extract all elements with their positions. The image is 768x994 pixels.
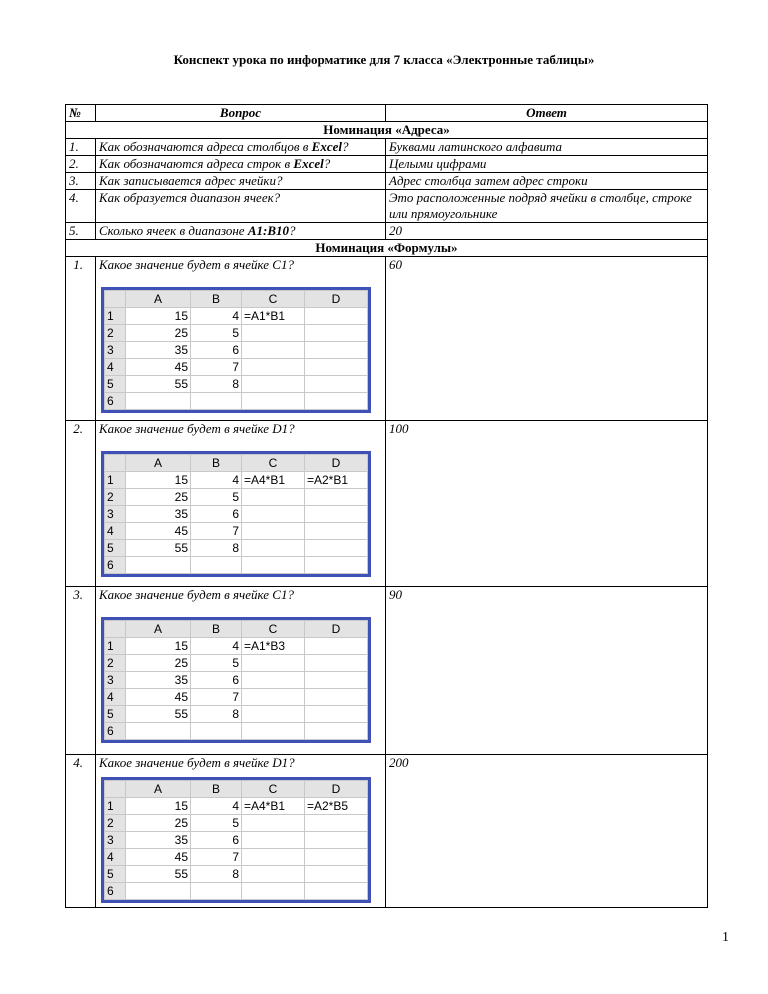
sheet-cell: =A1*B3 (242, 638, 305, 655)
sheet-row-header: 3 (105, 832, 126, 849)
sheet-row-header: 2 (105, 489, 126, 506)
question-cell (96, 421, 386, 587)
sheet-col-header: B (191, 781, 242, 798)
answer-cell: Буквами латинского алфавита (386, 139, 708, 156)
question-cell: Как записывается адрес ячейки? (96, 173, 386, 190)
sheet-cell (305, 376, 368, 393)
sheet-cell (305, 672, 368, 689)
sheet-corner (105, 455, 126, 472)
sheet-cell: 4 (191, 638, 242, 655)
header-num: № (66, 105, 96, 122)
sheet-cell: 15 (126, 638, 191, 655)
table-row (66, 156, 708, 173)
spreadsheet-image (101, 617, 371, 743)
sheet-cell: 25 (126, 489, 191, 506)
sheet-row-header: 2 (105, 325, 126, 342)
sheet-cell (242, 832, 305, 849)
question-cell: Сколько ячеек в диапазоне А1:В10? (96, 223, 386, 240)
sheet-row-header: 3 (105, 342, 126, 359)
sheet-cell: 4 (191, 472, 242, 489)
sheet-col-header: A (126, 455, 191, 472)
sheet-cell: =A1*B1 (242, 308, 305, 325)
sheet-cell (305, 557, 368, 574)
sheet-cell (191, 393, 242, 410)
sheet-row-header: 5 (105, 706, 126, 723)
question-cell: Как обозначаются адреса строк в Excel? (96, 156, 386, 173)
sheet-col-header: B (191, 621, 242, 638)
sheet-cell (305, 506, 368, 523)
sheet-cell (242, 506, 305, 523)
sheet-cell: 15 (126, 472, 191, 489)
sheet-cell: 7 (191, 849, 242, 866)
sheet-col-header: D (305, 621, 368, 638)
sheet-cell (305, 325, 368, 342)
question-cell (96, 755, 386, 908)
row-num: 4. (66, 755, 96, 908)
sheet-cell: 45 (126, 689, 191, 706)
row-num: 3. (66, 587, 96, 755)
sheet-cell (305, 706, 368, 723)
sheet-row-header: 4 (105, 849, 126, 866)
table-row (66, 223, 708, 240)
lesson-table (65, 104, 708, 908)
sheet-cell (191, 723, 242, 740)
answer-cell: 60 (386, 257, 708, 421)
sheet-row-header: 6 (105, 723, 126, 740)
sheet-cell (242, 672, 305, 689)
sheet-cell (242, 849, 305, 866)
sheet-cell: 5 (191, 489, 242, 506)
sheet-col-header: C (242, 455, 305, 472)
sheet-cell (305, 815, 368, 832)
sheet-cell (242, 866, 305, 883)
section-title-addresses: Номинация «Адреса» (66, 122, 708, 139)
row-num: 2. (66, 156, 96, 173)
sheet-col-header: C (242, 781, 305, 798)
sheet-cell: 8 (191, 866, 242, 883)
sheet-cell: 25 (126, 815, 191, 832)
sheet-cell (242, 815, 305, 832)
document-title: Конспект урока по информатике для 7 класса «Электронные таблицы» (173, 52, 595, 67)
row-num: 2. (66, 421, 96, 587)
sheet-cell: 15 (126, 308, 191, 325)
table-header-row (66, 105, 708, 122)
sheet-row-header: 6 (105, 557, 126, 574)
sheet-col-header: A (126, 781, 191, 798)
table-row (66, 139, 708, 156)
sheet-cell (305, 883, 368, 900)
sheet-row-header: 1 (105, 798, 126, 815)
sheet-cell: 35 (126, 342, 191, 359)
sheet-cell: =A4*B1 (242, 798, 305, 815)
sheet-col-header: C (242, 621, 305, 638)
table-row (66, 190, 708, 223)
sheet-cell (242, 325, 305, 342)
sheet-row-header: 4 (105, 359, 126, 376)
sheet-cell: 7 (191, 689, 242, 706)
sheet-cell: 8 (191, 376, 242, 393)
sheet-cell: 25 (126, 655, 191, 672)
page-number: 1 (722, 930, 729, 945)
sheet-cell (242, 706, 305, 723)
formula-row (66, 587, 708, 755)
answer-cell: 20 (386, 223, 708, 240)
sheet-cell (242, 393, 305, 410)
sheet-row-header: 4 (105, 689, 126, 706)
sheet-cell (305, 723, 368, 740)
sheet-cell: 45 (126, 849, 191, 866)
sheet-col-header: A (126, 291, 191, 308)
row-num: 1. (66, 139, 96, 156)
sheet-cell: 6 (191, 672, 242, 689)
sheet-cell (191, 883, 242, 900)
sheet-cell (242, 557, 305, 574)
sheet-cell (242, 359, 305, 376)
sheet-cell (305, 523, 368, 540)
sheet-cell: 55 (126, 866, 191, 883)
question-text: Какое значение будет в ячейке С1? (99, 587, 294, 602)
sheet-cell: =A2*B5 (305, 798, 368, 815)
sheet-cell: 55 (126, 540, 191, 557)
formula-row (66, 421, 708, 587)
sheet-cell (242, 342, 305, 359)
sheet-cell: 7 (191, 359, 242, 376)
sheet-cell (126, 723, 191, 740)
answer-cell: 200 (386, 755, 708, 908)
sheet-cell (305, 393, 368, 410)
sheet-cell: 8 (191, 540, 242, 557)
sheet-cell: 45 (126, 359, 191, 376)
question-cell (96, 257, 386, 421)
sheet-cell (305, 866, 368, 883)
row-num: 3. (66, 173, 96, 190)
question-cell (96, 587, 386, 755)
sheet-row-header: 5 (105, 540, 126, 557)
question-text: Какое значение будет в ячейке С1? (99, 257, 294, 272)
sheet-cell: 6 (191, 832, 242, 849)
section-title-formulas: Номинация «Формулы» (66, 240, 708, 257)
sheet-cell: =A2*B1 (305, 472, 368, 489)
sheet-corner (105, 621, 126, 638)
header-answer: Ответ (386, 105, 708, 122)
sheet-cell (305, 489, 368, 506)
formula-row (66, 257, 708, 421)
answer-cell: Целыми цифрами (386, 156, 708, 173)
sheet-cell: 5 (191, 325, 242, 342)
sheet-cell: 7 (191, 523, 242, 540)
sheet-cell: 25 (126, 325, 191, 342)
sheet-col-header: D (305, 291, 368, 308)
row-num: 1. (66, 257, 96, 421)
sheet-cell: 5 (191, 655, 242, 672)
sheet-cell (305, 655, 368, 672)
table-row (66, 173, 708, 190)
sheet-col-header: C (242, 291, 305, 308)
sheet-cell (305, 849, 368, 866)
sheet-cell: 6 (191, 506, 242, 523)
sheet-cell (305, 342, 368, 359)
sheet-cell (126, 883, 191, 900)
row-num: 4. (66, 190, 96, 223)
sheet-cell: 35 (126, 832, 191, 849)
sheet-cell (191, 557, 242, 574)
sheet-cell: 8 (191, 706, 242, 723)
sheet-corner (105, 781, 126, 798)
sheet-cell: 55 (126, 706, 191, 723)
sheet-cell: =A4*B1 (242, 472, 305, 489)
sheet-cell: 6 (191, 342, 242, 359)
sheet-cell (305, 689, 368, 706)
sheet-col-header: B (191, 291, 242, 308)
formula-row (66, 755, 708, 908)
sheet-row-header: 1 (105, 638, 126, 655)
sheet-cell (305, 359, 368, 376)
sheet-cell (242, 489, 305, 506)
sheet-col-header: B (191, 455, 242, 472)
sheet-corner (105, 291, 126, 308)
header-question: Вопрос (96, 105, 386, 122)
spreadsheet-image (101, 777, 371, 903)
sheet-cell (242, 689, 305, 706)
sheet-cell: 35 (126, 672, 191, 689)
sheet-row-header: 1 (105, 308, 126, 325)
sheet-cell (242, 723, 305, 740)
answer-cell: 100 (386, 421, 708, 587)
spreadsheet-image (101, 451, 371, 577)
sheet-col-header: D (305, 781, 368, 798)
answer-cell: 90 (386, 587, 708, 755)
row-num: 5. (66, 223, 96, 240)
sheet-row-header: 1 (105, 472, 126, 489)
sheet-row-header: 3 (105, 506, 126, 523)
question-text: Какое значение будет в ячейке D1? (99, 421, 295, 436)
sheet-cell (305, 308, 368, 325)
sheet-col-header: A (126, 621, 191, 638)
sheet-cell: 45 (126, 523, 191, 540)
sheet-row-header: 6 (105, 883, 126, 900)
sheet-cell (242, 655, 305, 672)
sheet-cell (242, 883, 305, 900)
sheet-cell (126, 393, 191, 410)
sheet-cell: 35 (126, 506, 191, 523)
sheet-row-header: 6 (105, 393, 126, 410)
answer-cell: Это расположенные подряд ячейки в столбце, строке или прямоугольнике (386, 190, 708, 223)
sheet-cell (126, 557, 191, 574)
sheet-cell: 4 (191, 798, 242, 815)
sheet-col-header: D (305, 455, 368, 472)
sheet-cell: 15 (126, 798, 191, 815)
sheet-row-header: 4 (105, 523, 126, 540)
sheet-cell (242, 540, 305, 557)
sheet-row-header: 5 (105, 866, 126, 883)
sheet-row-header: 2 (105, 655, 126, 672)
sheet-cell (305, 832, 368, 849)
sheet-cell (242, 376, 305, 393)
sheet-row-header: 2 (105, 815, 126, 832)
sheet-cell (305, 638, 368, 655)
question-cell: Как образуется диапазон ячеек? (96, 190, 386, 223)
sheet-cell (305, 540, 368, 557)
sheet-cell (242, 523, 305, 540)
sheet-cell: 5 (191, 815, 242, 832)
answer-cell: Адрес столбца затем адрес строки (386, 173, 708, 190)
sheet-cell: 4 (191, 308, 242, 325)
sheet-row-header: 3 (105, 672, 126, 689)
sheet-row-header: 5 (105, 376, 126, 393)
sheet-cell: 55 (126, 376, 191, 393)
question-text: Какое значение будет в ячейке D1? (99, 755, 295, 770)
question-cell: Как обозначаются адреса столбцов в Excel? (96, 139, 386, 156)
spreadsheet-image (101, 287, 371, 413)
